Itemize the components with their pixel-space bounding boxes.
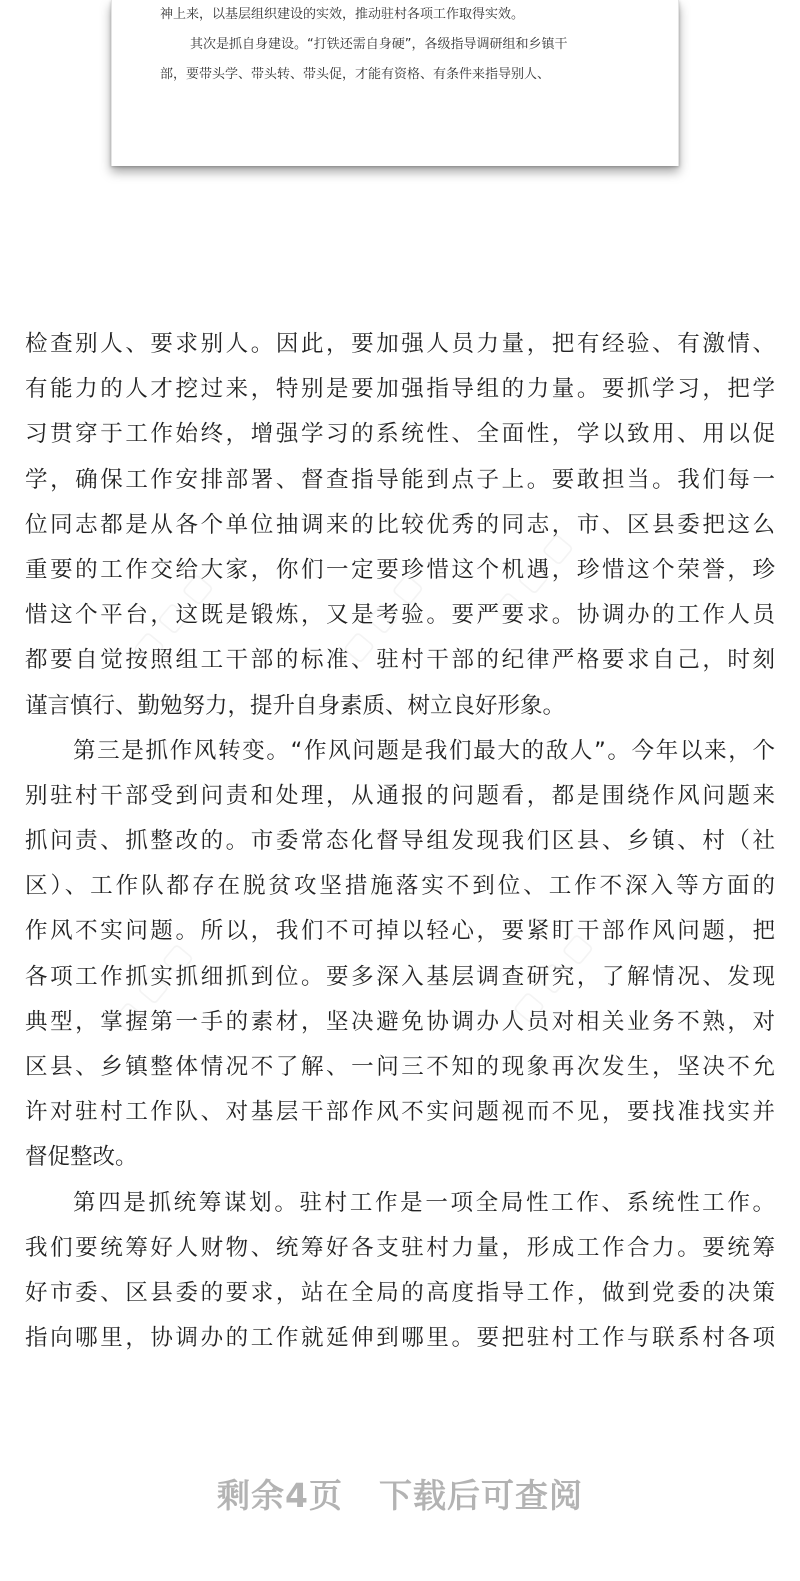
paragraph-start: 第四是抓统筹谋划。驻村工作是一项全局性工作、系统性工作。 [73,1189,775,1216]
text-line: 区县、乡镇整体情况不了解、一问三不知的现象再次发生，坚决不允 [25,1054,775,1080]
text-line: 谨言慎行、勤勉努力，提升自身素质、树立良好形象。 [25,692,566,719]
text-line: 都要自觉按照组工干部的标准、驻村干部的纪律严格要求自己，时刻 [25,647,775,674]
text-line: 重要的工作交给大家，你们一定要珍惜这个机遇，珍惜这个荣誉，珍 [25,556,775,583]
download-prompt[interactable] [0,1470,800,1517]
text-line: 许对驻村工作队、对基层干部作风不实问题视而不见，要找准找实并 [25,1099,775,1126]
paragraph-start: 第三是抓作风转变。“作风问题是我们最大的敌人”。今年以来，个 [73,737,775,764]
document-body [25,322,775,1361]
text-line: 各项工作抓实抓细抓到位。要多深入基层调查研究，了解情况、发现 [25,963,775,990]
preview-line: 神上来，以基层组织建设的实效，推动驻村各项工作取得实效。 [160,7,525,22]
text-line: 指向哪里，协调办的工作就延伸到哪里。要把驻村工作与联系村各项 [25,1325,775,1352]
watermark-mark: ▢ ▢ ▢ [505,926,599,1029]
text-line: 习贯穿于工作始终，增强学习的系统性、全面性，学以致用、用以促 [25,421,775,448]
text-line: 区）、工作队都存在脱贫攻坚措施落实不到位、工作不深入等方面的 [25,873,775,900]
remaining-pages-label: 剩余4页 [217,1476,343,1515]
watermark-mark: ▢ ▢ ▢ [105,936,199,1039]
text-line: 学，确保工作安排部署、督查指导能到点子上。要敢担当。我们每一 [25,466,775,493]
text-line: 抓问责、抓整改的。市委常态化督导组发现我们区县、乡镇、村（社 [25,828,775,855]
previous-page-preview [111,0,679,166]
text-line: 我们要统筹好人财物、统筹好各支驻村力量，形成工作合力。要统筹 [25,1234,775,1261]
text-line: 惜这个平台，这既是锻炼，又是考验。要严要求。协调办的工作人员 [25,602,775,629]
watermark-mark: ▢ ▢ ▢ [125,566,219,669]
text-line: 检查别人、要求别人。因此，要加强人员力量，把有经验、有激情、 [25,331,775,357]
watermark-mark: ▢ ▢ ▢ [485,526,579,629]
preview-line: 部，要带头学、带头转、带头促，才能有资格、有条件来指导别人、 [160,67,551,82]
text-line: 督促整改。 [25,1144,138,1171]
text-line: 别驻村干部受到问责和处理，从通报的问题看，都是围绕作风问题来 [25,782,775,809]
text-line: 典型，掌握第一手的素材，坚决避免协调办人员对相关业务不熟，对 [25,1008,775,1035]
preview-line: 其次是抓自身建设。“打铁还需自身硬”，各级指导调研组和乡镇干 [190,37,568,52]
text-line: 好市委、区县委的要求，站在全局的高度指导工作，做到党委的决策 [25,1279,775,1306]
text-line: 有能力的人才挖过来，特别是要加强指导组的力量。要抓学习，把学 [25,376,775,403]
download-to-view-label: 下载后可查阅 [378,1476,583,1515]
text-line: 作风不实问题。所以，我们不可掉以轻心，要紧盯干部作风问题，把 [25,918,775,945]
text-line: 位同志都是从各个单位抽调来的比较优秀的同志，市、区县委把这么 [25,511,775,538]
watermark-mark: ▢ ▢ ▢ [335,566,429,669]
